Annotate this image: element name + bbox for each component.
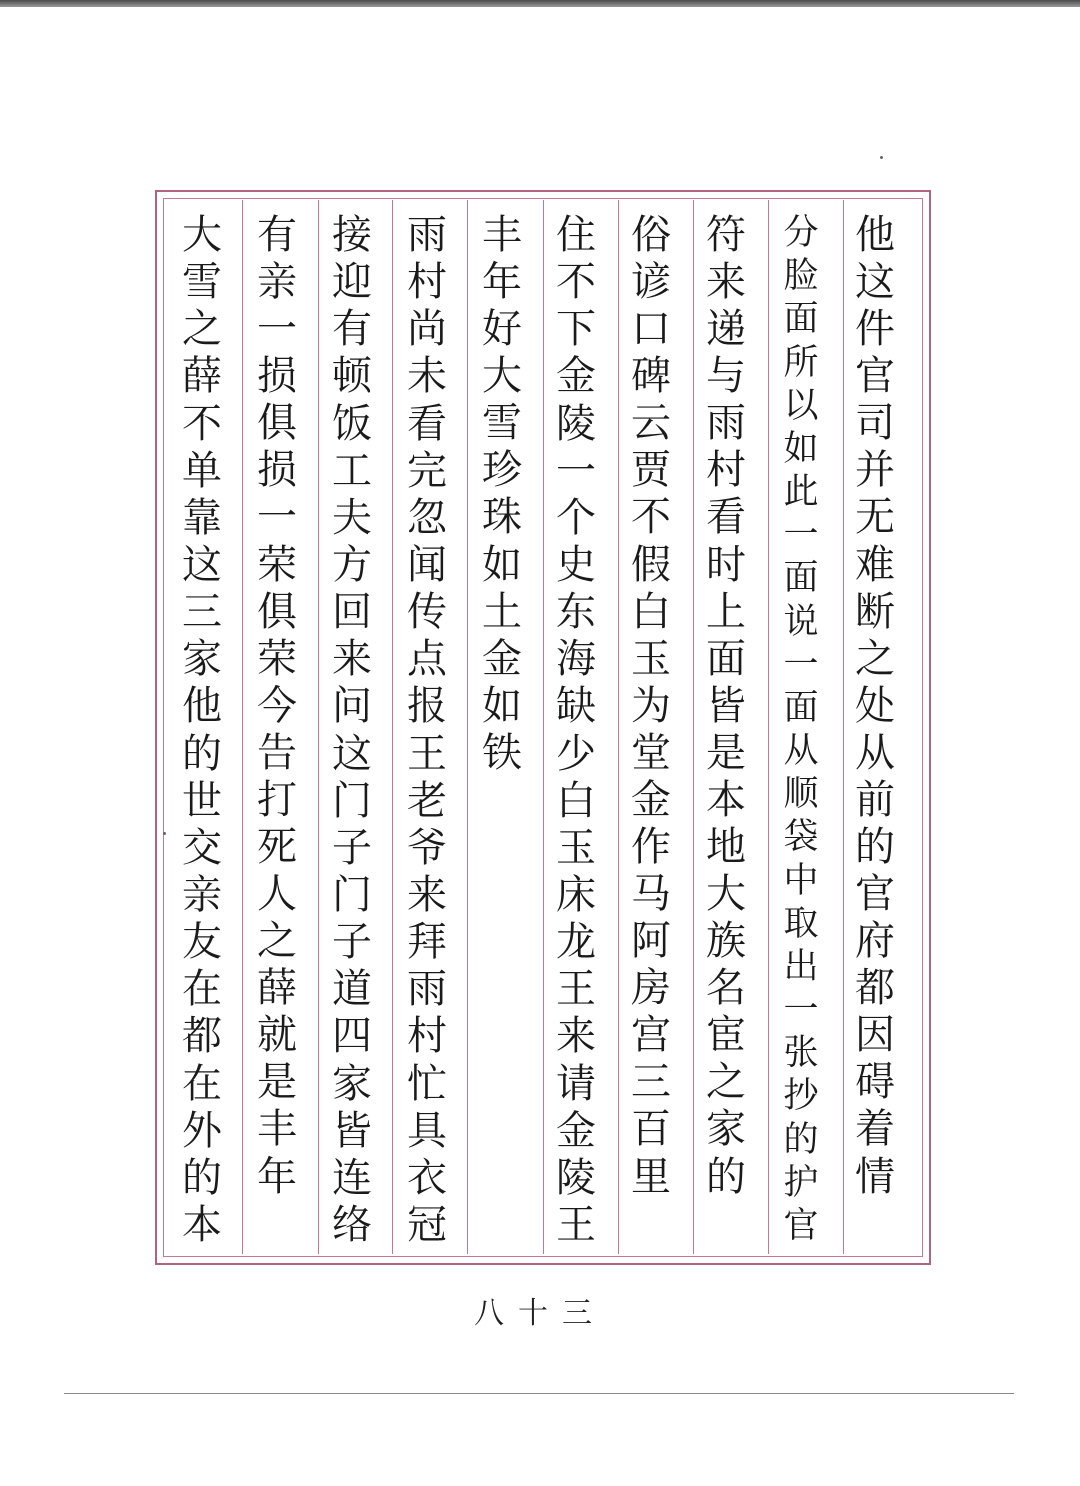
manuscript-character: 皆 [332,1107,372,1154]
manuscript-character: 房 [631,965,671,1012]
text-column-1 [843,212,907,1248]
manuscript-character: 情 [855,1153,895,1200]
manuscript-character: 百 [631,1106,671,1153]
manuscript-character: 分 [783,213,819,253]
manuscript-character: 件 [855,306,895,353]
manuscript-character: 难 [855,541,895,588]
manuscript-character: 白 [556,777,596,824]
manuscript-character: 如 [482,682,522,729]
manuscript-character: 子 [332,919,372,966]
manuscript-character: 来 [706,259,746,306]
manuscript-character: 宦 [706,1012,746,1059]
manuscript-character: 丰 [482,212,522,258]
manuscript-character: 不 [631,494,671,541]
manuscript-character: 就 [257,1012,297,1059]
manuscript-character: 龙 [556,919,596,966]
manuscript-character: 告 [257,729,297,776]
manuscript-character: 阿 [631,918,671,965]
manuscript-character: 上 [706,588,746,635]
manuscript-character: 有 [257,212,297,258]
manuscript-character: 薛 [182,353,222,400]
manuscript-character: 门 [332,777,372,824]
manuscript-character: 来 [332,636,372,683]
manuscript-character: 交 [182,824,222,871]
page-number: 八十三 [474,1296,606,1331]
text-column-6 [470,212,534,1248]
manuscript-character: 传 [407,589,447,636]
manuscript-character: 忙 [407,1060,447,1107]
manuscript-character: 衣 [407,1154,447,1201]
manuscript-character: 时 [706,541,746,588]
manuscript-character: 雪 [182,259,222,306]
manuscript-character: 递 [706,306,746,353]
text-column-5 [544,212,608,1248]
manuscript-character: 完 [407,447,447,494]
manuscript-character: 本 [706,776,746,823]
manuscript-character: 接 [332,212,372,258]
manuscript-character: 以 [783,385,819,426]
manuscript-character: 名 [706,965,746,1012]
column-rule [467,200,468,1254]
manuscript-character: 玉 [631,635,671,682]
manuscript-character: 雨 [407,966,447,1013]
manuscript-character: 丰 [257,1106,297,1153]
manuscript-character: 在 [182,1060,222,1107]
manuscript-character: 与 [706,353,746,400]
manuscript-character: 有 [332,306,372,353]
manuscript-character: 是 [706,729,746,776]
manuscript-character: 司 [855,400,895,447]
text-column-4 [619,212,683,1248]
manuscript-character: 家 [182,636,222,683]
manuscript-character: 白 [631,588,671,635]
text-column-2 [769,212,833,1248]
manuscript-character: 断 [855,588,895,635]
manuscript-character: 王 [407,730,447,777]
manuscript-character: 靠 [182,494,222,541]
manuscript-character: 损 [257,353,297,400]
text-column-3 [694,212,758,1248]
manuscript-character: 迎 [332,259,372,306]
manuscript-character: 都 [855,965,895,1012]
manuscript-character: 死 [257,824,297,871]
manuscript-character: 中 [783,860,819,901]
scan-edge [0,0,1080,7]
manuscript-character: 马 [631,871,671,918]
manuscript-character: 谚 [631,259,671,306]
manuscript-character: 出 [783,946,819,987]
manuscript-character: 的 [783,1119,819,1160]
manuscript-character: 年 [257,1153,297,1200]
manuscript-character: 三 [631,1059,671,1106]
manuscript-character: 官 [783,1205,819,1246]
manuscript-character: 老 [407,777,447,824]
manuscript-character: 之 [182,306,222,353]
text-column-8 [320,212,384,1248]
manuscript-character: 处 [855,682,895,729]
manuscript-character: 的 [855,824,895,871]
manuscript-character: 来 [407,871,447,918]
manuscript-character: 金 [556,353,596,400]
manuscript-character: 拜 [407,919,447,966]
manuscript-character: 王 [556,966,596,1013]
manuscript-character: 这 [182,541,222,588]
manuscript-character: 方 [332,541,372,588]
manuscript-character: 碑 [631,353,671,400]
manuscript-character: 四 [332,1013,372,1060]
manuscript-character: 不 [182,400,222,447]
manuscript-character: 一 [783,990,819,1031]
manuscript-character: 看 [706,494,746,541]
manuscript-character: 缺 [556,683,596,730]
manuscript-character: 冠 [407,1201,447,1248]
manuscript-character: 皆 [706,682,746,729]
manuscript-character: 说 [783,601,819,642]
manuscript-character: 点 [407,636,447,683]
manuscript-character: 友 [182,919,222,966]
manuscript-character: 金 [482,635,522,682]
manuscript-character: 未 [407,353,447,400]
manuscript-character: 陵 [556,400,596,447]
manuscript-character: 单 [182,447,222,494]
manuscript-character: 村 [407,1013,447,1060]
manuscript-character: 金 [556,1107,596,1154]
manuscript-character: 贾 [631,447,671,494]
manuscript-character: 堂 [631,729,671,776]
footer-rule [64,1393,1014,1394]
manuscript-character: 的 [182,1154,222,1201]
manuscript-character: 王 [556,1201,596,1248]
manuscript-character: 府 [855,918,895,965]
manuscript-character: 一 [257,306,297,353]
manuscript-character: 海 [556,636,596,683]
manuscript-character: 他 [182,683,222,730]
manuscript-character: 饭 [332,400,372,447]
manuscript-character: 一 [783,644,819,685]
manuscript-character: 从 [783,731,819,772]
manuscript-character: 都 [182,1013,222,1060]
manuscript-character: 大 [182,212,222,258]
manuscript-character: 亲 [182,871,222,918]
manuscript-character: 前 [855,776,895,823]
manuscript-character: 一 [783,515,819,556]
manuscript-character: 铁 [482,729,522,776]
manuscript-character: 少 [556,730,596,777]
manuscript-character: 本 [182,1201,222,1248]
scan-speck [880,156,883,159]
manuscript-character: 大 [482,353,522,400]
manuscript-character: 忽 [407,494,447,541]
manuscript-character: 亲 [257,259,297,306]
manuscript-character: 外 [182,1107,222,1154]
manuscript-character: 取 [783,903,819,944]
manuscript-character: 道 [332,966,372,1013]
manuscript-character: 这 [855,259,895,306]
manuscript-character: 陵 [556,1154,596,1201]
manuscript-character: 门 [332,871,372,918]
manuscript-character: 不 [556,259,596,306]
manuscript-character: 下 [556,306,596,353]
manuscript-character: 宫 [631,1012,671,1059]
text-column-7 [395,212,459,1248]
manuscript-character: 荣 [257,541,297,588]
manuscript-character: 之 [257,918,297,965]
manuscript-character: 抄 [783,1076,819,1117]
manuscript-character: 村 [706,447,746,494]
manuscript-character: 史 [556,541,596,588]
manuscript-character: 金 [631,776,671,823]
manuscript-character: 世 [182,777,222,824]
column-rule [392,200,393,1254]
manuscript-character: 如 [482,541,522,588]
manuscript-character: 大 [706,871,746,918]
manuscript-character: 俱 [257,400,297,447]
manuscript-character: 面 [783,299,819,340]
manuscript-character: 是 [257,1059,297,1106]
manuscript-character: 护 [783,1162,819,1203]
manuscript-character: 村 [407,259,447,306]
manuscript-character: 雪 [482,400,522,447]
manuscript-character: 他 [855,212,895,258]
column-rule [318,200,319,1254]
manuscript-character: 具 [407,1107,447,1154]
manuscript-character: 顿 [332,353,372,400]
manuscript-character: 此 [783,472,819,513]
manuscript-character: 珍 [482,447,522,494]
manuscript-character: 俱 [257,588,297,635]
manuscript-character: 连 [332,1154,372,1201]
manuscript-character: 并 [855,447,895,494]
manuscript-character: 好 [482,306,522,353]
manuscript-character: 一 [257,494,297,541]
manuscript-character: 作 [631,824,671,871]
manuscript-character: 在 [182,966,222,1013]
manuscript-character: 打 [257,776,297,823]
manuscript-character: 一 [556,447,596,494]
manuscript-character: 官 [855,353,895,400]
manuscript-character: 如 [783,428,819,469]
manuscript-character: 家 [332,1060,372,1107]
manuscript-character: 地 [706,824,746,871]
manuscript-character: 的 [182,730,222,777]
manuscript-character: 之 [855,635,895,682]
manuscript-character: 的 [706,1153,746,1200]
manuscript-character: 这 [332,730,372,777]
manuscript-character: 脸 [783,256,819,297]
column-rule [242,200,243,1254]
manuscript-character: 所 [783,342,819,383]
manuscript-character: 珠 [482,494,522,541]
manuscript-character: 里 [631,1153,671,1200]
manuscript-character: 络 [332,1201,372,1248]
manuscript-character: 今 [257,682,297,729]
text-column-9 [245,212,309,1248]
manuscript-character: 爷 [407,824,447,871]
manuscript-character: 三 [182,589,222,636]
manuscript-character: 来 [556,1013,596,1060]
manuscript-character: 为 [631,682,671,729]
manuscript-character: 碍 [855,1059,895,1106]
manuscript-character: 袋 [783,817,819,858]
manuscript-character: 个 [556,494,596,541]
manuscript-character: 假 [631,541,671,588]
manuscript-character: 雨 [706,400,746,447]
manuscript-character: 报 [407,683,447,730]
manuscript-character: 符 [706,212,746,258]
manuscript-character: 张 [783,1033,819,1074]
scan-speck [163,832,166,835]
manuscript-character: 人 [257,871,297,918]
manuscript-character: 着 [855,1106,895,1153]
manuscript-character: 尚 [407,306,447,353]
manuscript-character: 面 [706,635,746,682]
manuscript-character: 损 [257,447,297,494]
manuscript-character: 闻 [407,541,447,588]
manuscript-character: 从 [855,729,895,776]
manuscript-character: 东 [556,589,596,636]
manuscript-character: 云 [631,400,671,447]
manuscript-character: 回 [332,589,372,636]
manuscript-character: 口 [631,306,671,353]
manuscript-character: 土 [482,588,522,635]
manuscript-character: 无 [855,494,895,541]
manuscript-character: 问 [332,683,372,730]
text-column-10 [170,212,234,1248]
manuscript-character: 家 [706,1106,746,1153]
manuscript-character: 族 [706,918,746,965]
manuscript-character: 床 [556,871,596,918]
manuscript-character: 玉 [556,824,596,871]
manuscript-character: 子 [332,824,372,871]
manuscript-character: 顺 [783,774,819,815]
manuscript-character: 因 [855,1012,895,1059]
manuscript-character: 夫 [332,494,372,541]
manuscript-character: 面 [783,687,819,728]
manuscript-character: 俗 [631,212,671,258]
manuscript-character: 荣 [257,635,297,682]
manuscript-character: 请 [556,1060,596,1107]
manuscript-character: 薛 [257,965,297,1012]
manuscript-character: 看 [407,400,447,447]
manuscript-character: 之 [706,1059,746,1106]
manuscript-character: 官 [855,871,895,918]
manuscript-character: 面 [783,558,819,599]
manuscript-character: 工 [332,447,372,494]
manuscript-character: 年 [482,259,522,306]
manuscript-character: 雨 [407,212,447,258]
manuscript-character: 住 [556,212,596,258]
